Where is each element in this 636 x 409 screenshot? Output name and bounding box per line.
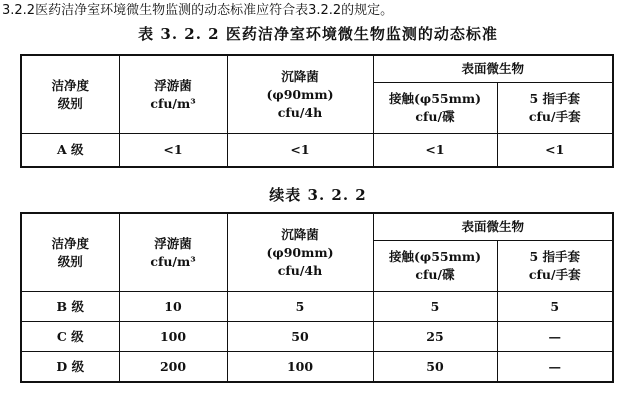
- table2-caption: 续表 3. 2. 2: [269, 186, 367, 204]
- glove-cell: —: [497, 322, 613, 352]
- settling-cell: 5: [227, 292, 373, 322]
- table1-header-row1: [21, 55, 613, 83]
- table1: [20, 54, 614, 168]
- table-row: [21, 322, 613, 352]
- plankton-header: 浮游菌 cfu/m³: [119, 213, 227, 292]
- table2-header-row1: [21, 213, 613, 241]
- contact-header: 接触(φ55mm) cfu/碟: [373, 83, 497, 134]
- glove-header: 5 指手套 cfu/手套: [497, 83, 613, 134]
- contact-cell: 50: [373, 352, 497, 383]
- glove-header: 5 指手套 cfu/手套: [497, 241, 613, 292]
- plankton-cell: <1: [119, 134, 227, 168]
- surface-header: 表面微生物: [373, 213, 613, 241]
- glove-cell: 5: [497, 292, 613, 322]
- table-row: [21, 292, 613, 322]
- grade-header: 洁净度 级别: [21, 55, 119, 134]
- grade-cell: C 级: [21, 322, 119, 352]
- contact-header: 接触(φ55mm) cfu/碟: [373, 241, 497, 292]
- grade-header: 洁净度 级别: [21, 213, 119, 292]
- contact-cell: <1: [373, 134, 497, 168]
- glove-cell: <1: [497, 134, 613, 168]
- settling-header: 沉降菌 (φ90mm) cfu/4h: [227, 213, 373, 292]
- grade-cell: A 级: [21, 134, 119, 168]
- glove-cell: —: [497, 352, 613, 383]
- settling-cell: 100: [227, 352, 373, 383]
- intro-text: 3.2.2医药洁净室环境微生物监测的动态标准应符合表3.2.2的规定。: [2, 3, 394, 18]
- grade-cell: D 级: [21, 352, 119, 383]
- plankton-cell: 10: [119, 292, 227, 322]
- table2: [20, 212, 614, 383]
- table1-caption: 表 3. 2. 2 医药洁净室环境微生物监测的动态标准: [138, 25, 498, 43]
- contact-cell: 25: [373, 322, 497, 352]
- settling-header: 沉降菌 (φ90mm) cfu/4h: [227, 55, 373, 134]
- grade-cell: B 级: [21, 292, 119, 322]
- table-row: [21, 134, 613, 168]
- plankton-cell: 100: [119, 322, 227, 352]
- surface-header: 表面微生物: [373, 55, 613, 83]
- settling-cell: 50: [227, 322, 373, 352]
- plankton-header: 浮游菌 cfu/m³: [119, 55, 227, 134]
- settling-cell: <1: [227, 134, 373, 168]
- plankton-cell: 200: [119, 352, 227, 383]
- contact-cell: 5: [373, 292, 497, 322]
- table-row: [21, 352, 613, 383]
